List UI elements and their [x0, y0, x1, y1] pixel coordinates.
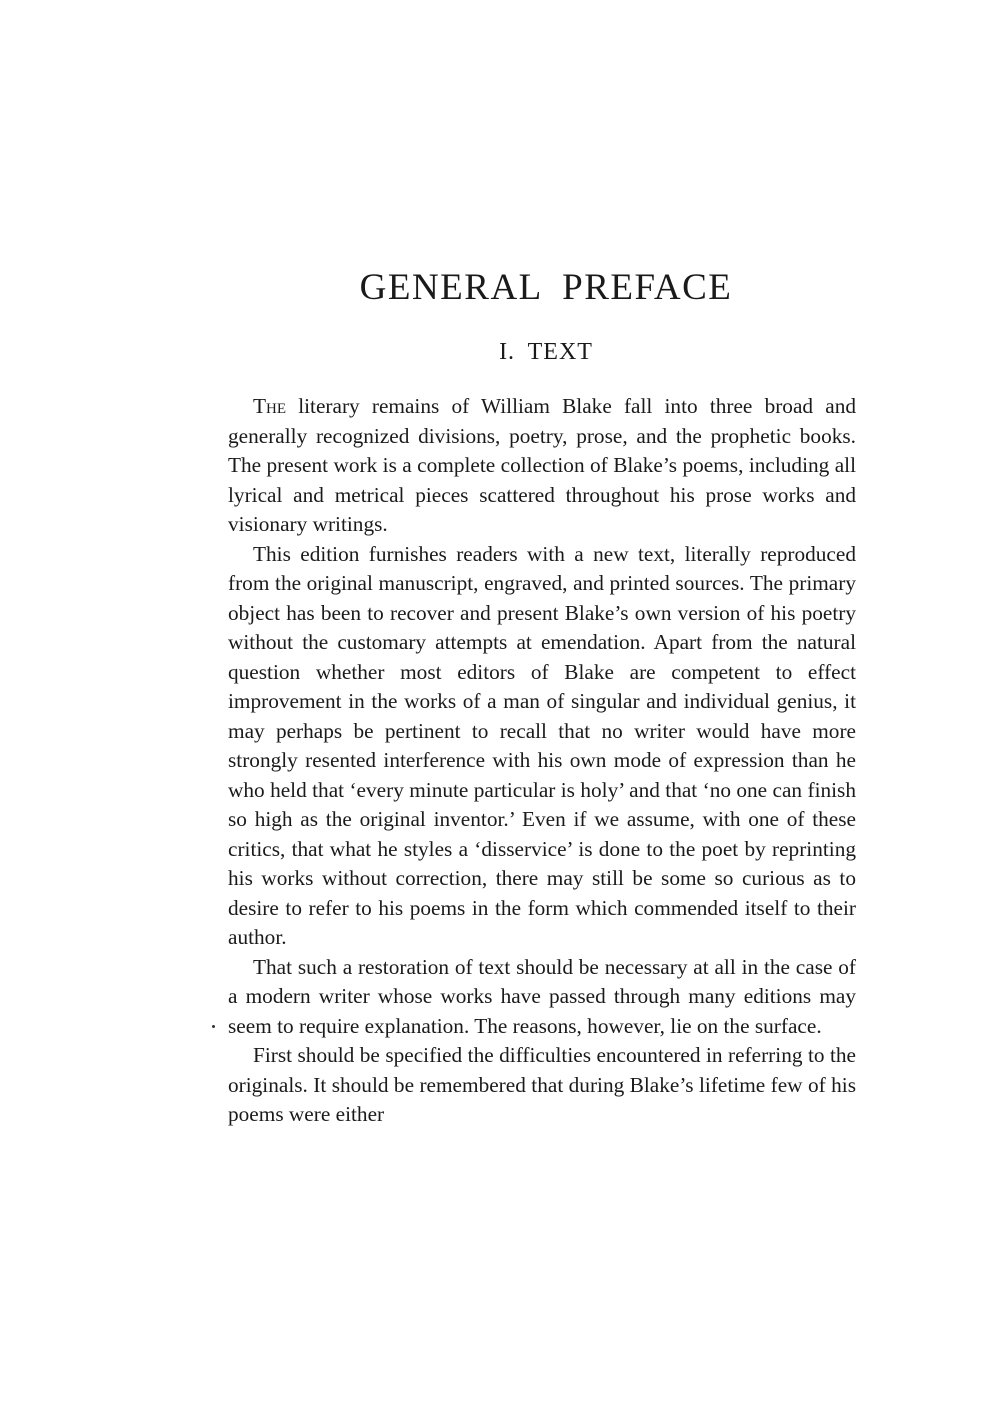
section-heading: I. TEXT — [499, 339, 593, 365]
page-title: GENERAL PREFACE — [359, 267, 733, 308]
paragraph-2: This edition furnishes readers with a new text, literally reproduced from the original manuscript, engraved, and printed sources. The primary object has been to recover and present Blake’s own version of his poetry without the customary attempts at emendation. Apart from the natural question whether most editors of Blake are competent to effect improvement in the works of a man of singular and individual genius, it may perhaps be pertinent to recall that no writer would have more strongly resented interference with his own mode of expression than he who held that ‘every minute particular is holy’ and that ‘no one can finish so high as the original inventor.’ Even if we assume, with one of these critics, that what he styles a ‘disservice’ is done to the poet by reprinting his works without correction, there may still be some so curious as to desire to refer to his poems in the form which commended itself to their author. — [228, 541, 856, 949]
paragraph-text: literary remains of William Blake fall into three broad and generally recognized divisions, poetry, prose, and the prophetic books. The present work is a complete collection of Blake’s poems, including all lyrical and metrical pieces scattered throughout his prose works and visionary writings. — [228, 394, 856, 536]
paragraph-4: First should be specified the difficulties encountered in referring to the originals. It should be remembered that during Blake’s lifetime few of his poems were either — [228, 1043, 856, 1126]
margin-speck — [212, 1025, 215, 1028]
body-text — [228, 392, 856, 1130]
paragraph-3: That such a restoration of text should be necessary at all in the case of a modern writer whose works have passed through many editions may seem to require explanation. The reasons, however, lie on the surface. — [228, 954, 856, 1038]
paragraph-lead-word: The — [253, 394, 287, 418]
paragraph-1 — [228, 392, 856, 540]
